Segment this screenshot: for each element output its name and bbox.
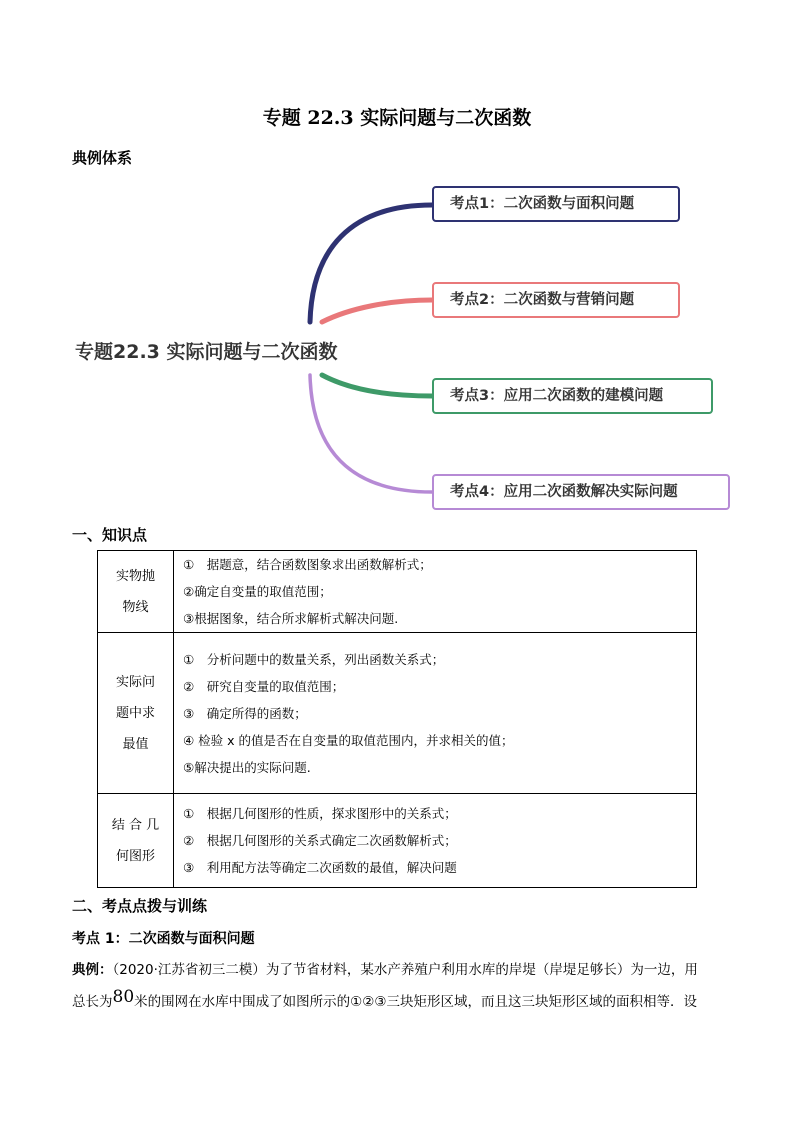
list-item: ③根据图象，结合所求解析式解决问题. <box>183 611 399 626</box>
mindmap-node-1: 考点1：二次函数与面积问题 <box>432 186 680 222</box>
mindmap-node-4: 考点4：应用二次函数解决实际问题 <box>432 474 730 510</box>
section-knowledge-heading: 一、知识点 <box>72 526 148 544</box>
list-item: ① 根据几何图形的性质，探求图形中的关系式； <box>183 806 457 821</box>
row-label-line: 何图形 <box>115 848 155 864</box>
mindmap-heading: 典例体系 <box>72 149 133 167</box>
row-content <box>174 633 697 794</box>
list-item: ② 根据几何图形的关系式确定二次函数解析式； <box>183 833 457 848</box>
connector-2 <box>322 300 432 322</box>
section-training-heading: 二、考点点拨与训练 <box>72 897 208 915</box>
example-label: 典例： <box>72 962 113 978</box>
row-label <box>98 633 174 794</box>
row-label <box>98 551 174 633</box>
list-item: ②确定自变量的取值范围； <box>183 584 332 599</box>
row-label-line: 题中求 <box>115 705 155 721</box>
row-label <box>98 794 174 888</box>
list-item: ④ 检验 x 的值是否在自变量的取值范围内，并求相关的值； <box>183 732 514 748</box>
mindmap-node-2: 考点2：二次函数与营销问题 <box>432 282 680 318</box>
page-title: 专题 22.3 实际问题与二次函数 <box>262 107 532 129</box>
mindmap-node-3: 考点3：应用二次函数的建模问题 <box>432 378 713 414</box>
row-label-line: 结 合 几 <box>111 817 160 833</box>
table-row <box>98 794 697 888</box>
example-paragraph <box>72 958 724 1015</box>
example-number: 80 <box>112 987 135 1007</box>
example-text: 米的围网在水库中围成了如图所示的①②③三块矩形区域，而且这三块矩形区域的面积相等．设 <box>134 994 697 1010</box>
example-line-1 <box>72 958 724 983</box>
row-content <box>174 794 697 888</box>
list-item: ② 研究自变量的取值范围； <box>183 678 345 694</box>
mindmap-center-topic: 专题22.3 实际问题与二次函数 <box>75 341 338 363</box>
row-label-line: 物线 <box>122 599 149 615</box>
connector-3 <box>322 375 432 396</box>
point1-heading: 考点 1：二次函数与面积问题 <box>72 931 255 947</box>
knowledge-table <box>97 550 697 888</box>
list-item: ① 分析问题中的数量关系，列出函数关系式； <box>183 651 445 667</box>
row-label-line: 实物抛 <box>115 568 155 584</box>
list-item: ① 据题意，结合函数图象求出函数解析式； <box>183 557 432 572</box>
example-line-2 <box>72 989 724 1015</box>
example-text: 总长为 <box>72 994 113 1010</box>
list-item: ⑤解决提出的实际问题. <box>183 759 311 775</box>
list-item: ③ 确定所得的函数； <box>183 705 307 721</box>
list-item: ③ 利用配方法等确定二次函数的最值，解决问题 <box>183 860 457 875</box>
row-label-line: 最值 <box>122 736 149 752</box>
table-row <box>98 551 697 633</box>
table-row <box>98 633 697 794</box>
example-text: （2020·江苏省初三二模）为了节省材料，某水产养殖户利用水库的岸堤（岸堤足够长）为一边，用 <box>112 962 698 978</box>
row-content <box>174 551 697 633</box>
row-label-line: 实际问 <box>115 674 155 690</box>
